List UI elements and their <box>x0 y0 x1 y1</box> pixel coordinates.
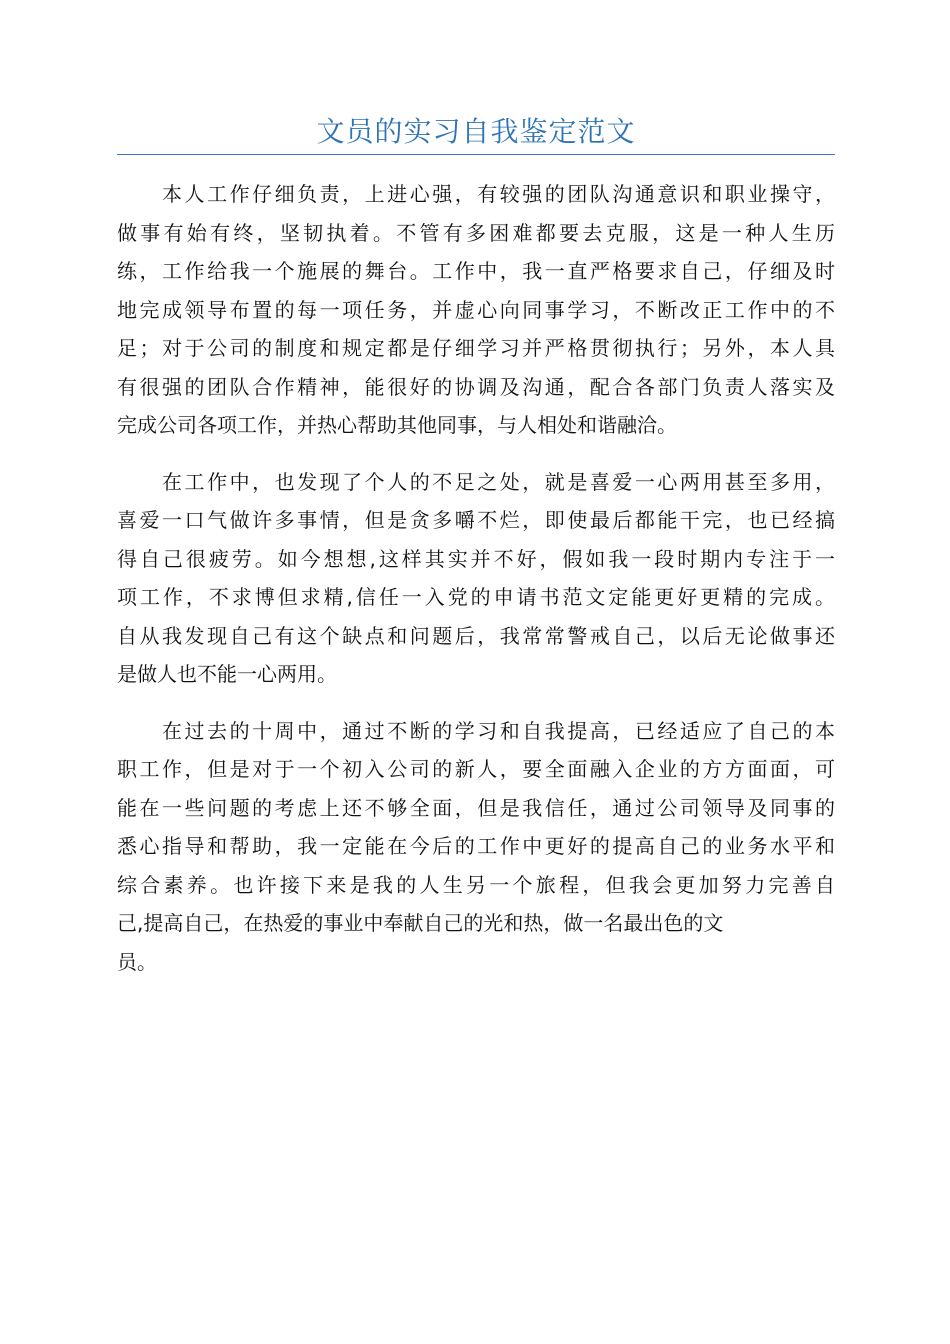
paragraph-3 <box>117 712 835 982</box>
document-title: 文员的实习自我鉴定范文 <box>316 115 636 148</box>
text-line: 悉心指导和帮助，我一定能在今后的工作中更好的提高自己的业务水平和 <box>117 834 835 858</box>
paragraph-1 <box>117 175 835 445</box>
text-line: 得自己很疲劳。如今想想,这样其实并不好，假如我一段时期内专注于一 <box>117 546 835 571</box>
text-line: 项工作，不求博但求精,信任一入党的申请书范文定能更好更精的完成。 <box>117 585 835 609</box>
text-line: 地完成领导布置的每一项任务，并虚心向同事学习，不断改正工作中的不 <box>117 297 835 322</box>
text-line: 能在一些问题的考虑上还不够全面，但是我信任，通过公司领导及同事的 <box>117 795 835 820</box>
text-line: 在过去的十周中，通过不断的学习和自我提高，已经适应了自己的本 <box>117 718 835 743</box>
text-line: 喜爱一口气做许多事情，但是贪多嚼不烂，即使最后都能干完，也已经搞 <box>117 508 835 532</box>
text-line: 是做人也不能一心两用。 <box>117 662 337 686</box>
text-line: 有很强的团队合作精神，能很好的协调及沟通，配合各部门负责人落实及 <box>117 374 835 399</box>
text-line: 职工作，但是对于一个初入公司的新人，要全面融入企业的方方面面，可 <box>117 757 835 781</box>
text-line: 在工作中，也发现了个人的不足之处，就是喜爱一心两用甚至多用， <box>117 469 835 494</box>
text-line: 综合素养。也许接下来是我的人生另一个旅程，但我会更加努力完善自 <box>117 872 835 897</box>
text-line: 完成公司各项工作，并热心帮助其他同事，与人相处和谐融洽。 <box>117 413 677 437</box>
text-line: 本人工作仔细负责，上进心强，有较强的团队沟通意识和职业操守， <box>117 182 835 206</box>
text-line: 员。 <box>117 949 157 974</box>
text-line: 足；对于公司的制度和规定都是仔细学习并严格贯彻执行；另外，本人具 <box>117 336 835 360</box>
text-line: 练，工作给我一个施展的舞台。工作中，我一直严格要求自己，仔细及时 <box>117 259 835 283</box>
paragraph-2 <box>117 463 835 694</box>
title-underline <box>117 154 835 155</box>
text-line: 自从我发现自己有这个缺点和问题后，我常常警戒自己，以后无论做事还 <box>117 623 835 648</box>
text-line: 做事有始有终，坚韧执着。不管有多困难都要去克服，这是一种人生历 <box>117 220 835 245</box>
text-line: 己,提高自己，在热爱的事业中奉献自己的光和热，做一名最出色的文 <box>117 911 724 935</box>
document-body <box>117 175 835 999</box>
